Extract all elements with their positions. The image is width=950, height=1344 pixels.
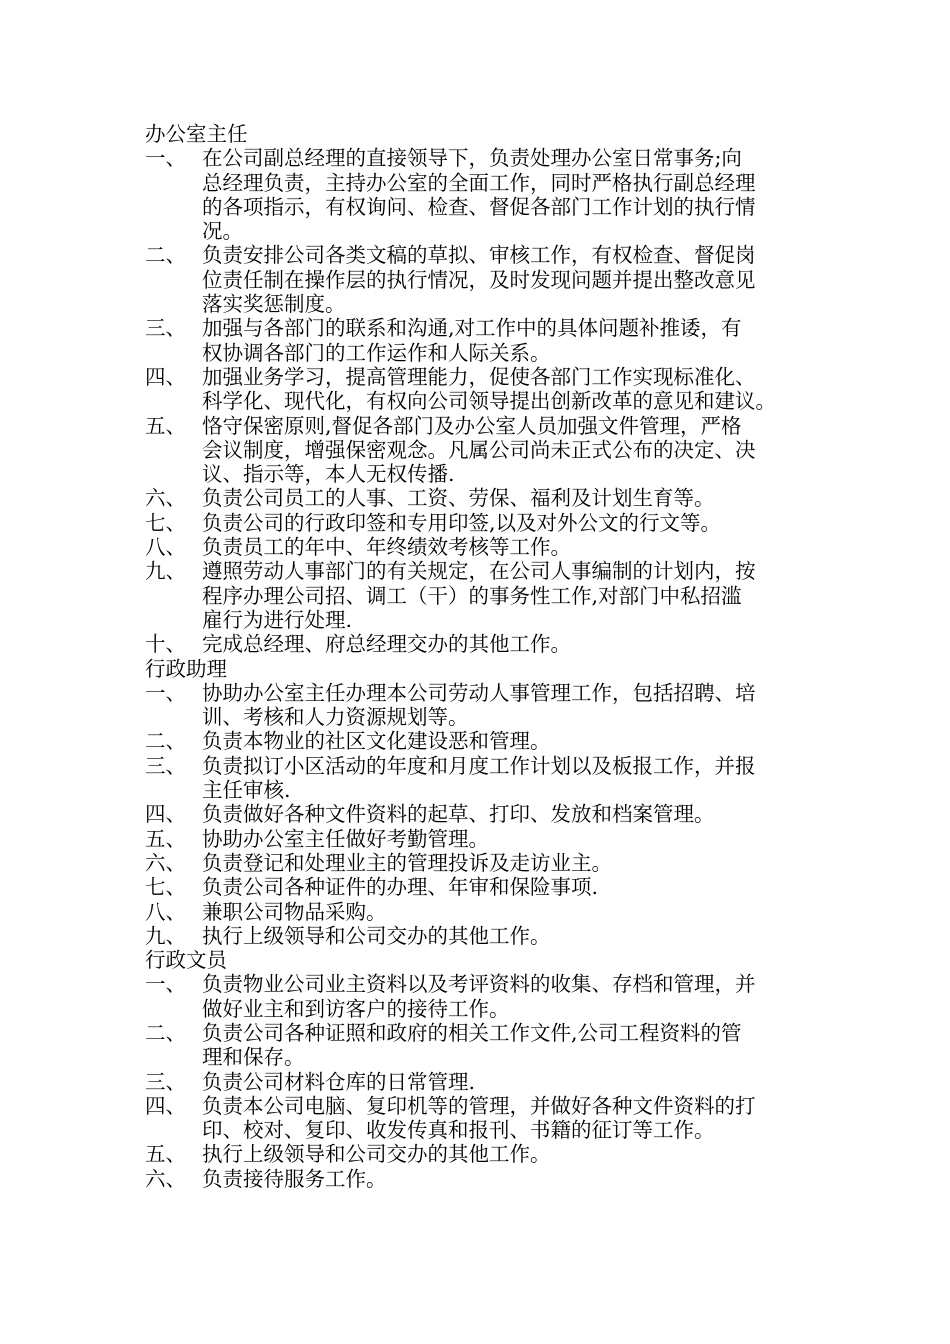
list-item-text: [202, 632, 825, 656]
list-item-number: 二、: [145, 243, 186, 268]
text-line: 执行上级领导和公司交办的其他工作。: [202, 1142, 551, 1167]
text-line: 权协调各部门的工作运作和人际关系。: [202, 340, 551, 365]
text-line: 做好业主和到访客户的接待工作。: [202, 996, 510, 1021]
list-item: [145, 1094, 825, 1143]
list-item-number: 十、: [145, 632, 186, 657]
list-item-text: [202, 146, 825, 243]
text-line: 负责物业公司业主资料以及考评资料的收集、存档和管理，并: [202, 972, 756, 997]
list-item-number: 一、: [145, 146, 186, 171]
list-item-text: [202, 1142, 825, 1166]
list-item-text: [202, 1167, 825, 1191]
text-line: 程序办理公司招、调工（干）的事务性工作,对部门中私招滥: [202, 583, 742, 608]
list-item-text: [202, 365, 825, 414]
list-item-number: 二、: [145, 729, 186, 754]
list-item-number: 四、: [145, 802, 186, 827]
list-item: [145, 972, 825, 1021]
text-line: 恪守保密原则,督促各部门及办公室人员加强文件管理，严格: [202, 413, 742, 438]
list-item: [145, 559, 825, 632]
text-line: 总经理负责，主持办公室的全面工作，同时严格执行副总经理: [202, 170, 756, 195]
text-line: 协助办公室主任做好考勤管理。: [202, 826, 489, 851]
list-item: [145, 243, 825, 316]
list-item-text: [202, 924, 825, 948]
list-item-number: 二、: [145, 1020, 186, 1045]
text-line: 印、校对、复印、收发传真和报刊、书籍的征订等工作。: [202, 1118, 715, 1143]
list-item: [145, 900, 825, 924]
list-item: [145, 511, 825, 535]
list-item: [145, 365, 825, 414]
text-line: 遵照劳动人事部门的有关规定，在公司人事编制的计划内，按: [202, 559, 756, 584]
list-item: [145, 729, 825, 753]
list-item: [145, 1142, 825, 1166]
section-title: 行政文员: [145, 948, 227, 973]
list-item: [145, 875, 825, 899]
text-line: 负责做好各种文件资料的起草、打印、发放和档案管理。: [202, 802, 715, 827]
list-item-number: 五、: [145, 826, 186, 851]
list-item-text: [202, 316, 825, 365]
list-item-number: 七、: [145, 510, 186, 535]
list-item-text: [202, 486, 825, 510]
text-line: 负责公司材料仓库的日常管理.: [202, 1069, 476, 1094]
list-item-number: 八、: [145, 899, 186, 924]
list-item: [145, 486, 825, 510]
list-item-number: 四、: [145, 364, 186, 389]
list-item-text: [202, 754, 825, 803]
text-line: 负责接待服务工作。: [202, 1166, 387, 1191]
list-item: [145, 535, 825, 559]
text-line: 负责公司各种证照和政府的相关工作文件,公司工程资料的管: [202, 1020, 742, 1045]
list-item: [145, 1167, 825, 1191]
text-line: 负责安排公司各类文稿的草拟、审核工作，有权检查、督促岗: [202, 243, 756, 268]
list-item-number: 五、: [145, 413, 186, 438]
list-item-number: 三、: [145, 316, 186, 341]
text-line: 完成总经理、府总经理交办的其他工作。: [202, 632, 571, 657]
list-item: [145, 851, 825, 875]
list-item-text: [202, 972, 825, 1021]
list-item-text: [202, 535, 825, 559]
list-item-text: [202, 414, 825, 487]
list-item-number: 六、: [145, 1166, 186, 1191]
list-item-text: [202, 875, 825, 899]
text-line: 训、考核和人力资源规划等。: [202, 705, 469, 730]
text-line: 兼职公司物品采购。: [202, 899, 387, 924]
document-body: [145, 122, 825, 1191]
text-line: 负责拟订小区活动的年度和月度工作计划以及板报工作，并报: [202, 753, 756, 778]
list-item-number: 一、: [145, 972, 186, 997]
text-line: 执行上级领导和公司交办的其他工作。: [202, 923, 551, 948]
text-line: 况。: [202, 219, 243, 244]
list-item-number: 六、: [145, 486, 186, 511]
list-item-number: 六、: [145, 850, 186, 875]
list-item: [145, 316, 825, 365]
list-item-number: 一、: [145, 680, 186, 705]
text-line: 的各项指示，有权询问、检查、督促各部门工作计划的执行情: [202, 194, 756, 219]
list-item-text: [202, 1070, 825, 1094]
section-title: 行政助理: [145, 656, 227, 681]
text-line: 会议制度，增强保密观念。凡属公司尚未正式公布的决定、决: [202, 437, 756, 462]
list-item-text: [202, 559, 825, 632]
list-item: [145, 632, 825, 656]
text-line: 负责本物业的社区文化建设恶和管理。: [202, 729, 551, 754]
section-title: 办公室主任: [145, 122, 248, 146]
text-line: 负责公司的行政印签和专用印签,以及对外公文的行文等。: [202, 510, 722, 535]
text-line: 负责员工的年中、年终绩效考核等工作。: [202, 535, 571, 560]
list-item-number: 九、: [145, 559, 186, 584]
list-item-text: [202, 900, 825, 924]
list-item-text: [202, 827, 825, 851]
text-line: 加强业务学习，提高管理能力，促使各部门工作实现标准化、: [202, 364, 756, 389]
text-line: 议、指示等，本人无权传播.: [202, 462, 455, 487]
list-item-text: [202, 729, 825, 753]
list-item: [145, 924, 825, 948]
list-item: [145, 1021, 825, 1070]
text-line: 落实奖惩制度。: [202, 292, 346, 317]
text-line: 负责登记和处理业主的管理投诉及走访业主。: [202, 850, 612, 875]
list-item-text: [202, 511, 825, 535]
list-item: [145, 802, 825, 826]
list-item: [145, 827, 825, 851]
list-item: [145, 754, 825, 803]
list-item-text: [202, 802, 825, 826]
text-line: 理和保存。: [202, 1045, 305, 1070]
list-item-text: [202, 1021, 825, 1070]
text-line: 科学化、现代化，有权向公司领导提出创新改革的意见和建议。: [202, 389, 776, 414]
list-item: [145, 1070, 825, 1094]
text-line: 负责公司员工的人事、工资、劳保、福利及计划生育等。: [202, 486, 715, 511]
text-line: 主任审核.: [202, 778, 291, 803]
text-line: 在公司副总经理的直接领导下，负责处理办公室日常事务;向: [202, 146, 742, 171]
list-item-number: 五、: [145, 1142, 186, 1167]
text-line: 雇行为进行处理.: [202, 607, 353, 632]
list-item: [145, 414, 825, 487]
text-line: 负责本公司电脑、复印机等的管理，并做好各种文件资料的打: [202, 1093, 756, 1118]
text-line: 位责任制在操作层的执行情况，及时发现问题并提出整改意见: [202, 267, 756, 292]
list-item-text: [202, 681, 825, 730]
text-line: 加强与各部门的联系和沟通,对工作中的具体问题补推诿，有: [202, 316, 742, 341]
text-line: 协助办公室主任办理本公司劳动人事管理工作，包括招聘、培: [202, 680, 756, 705]
list-item: [145, 146, 825, 243]
list-item-text: [202, 243, 825, 316]
list-item-number: 三、: [145, 753, 186, 778]
list-item: [145, 681, 825, 730]
list-item-number: 七、: [145, 875, 186, 900]
list-item-number: 三、: [145, 1069, 186, 1094]
list-item-number: 四、: [145, 1093, 186, 1118]
list-item-number: 八、: [145, 535, 186, 560]
list-item-text: [202, 851, 825, 875]
list-item-number: 九、: [145, 923, 186, 948]
list-item-text: [202, 1094, 825, 1143]
text-line: 负责公司各种证件的办理、年审和保险事项.: [202, 875, 599, 900]
